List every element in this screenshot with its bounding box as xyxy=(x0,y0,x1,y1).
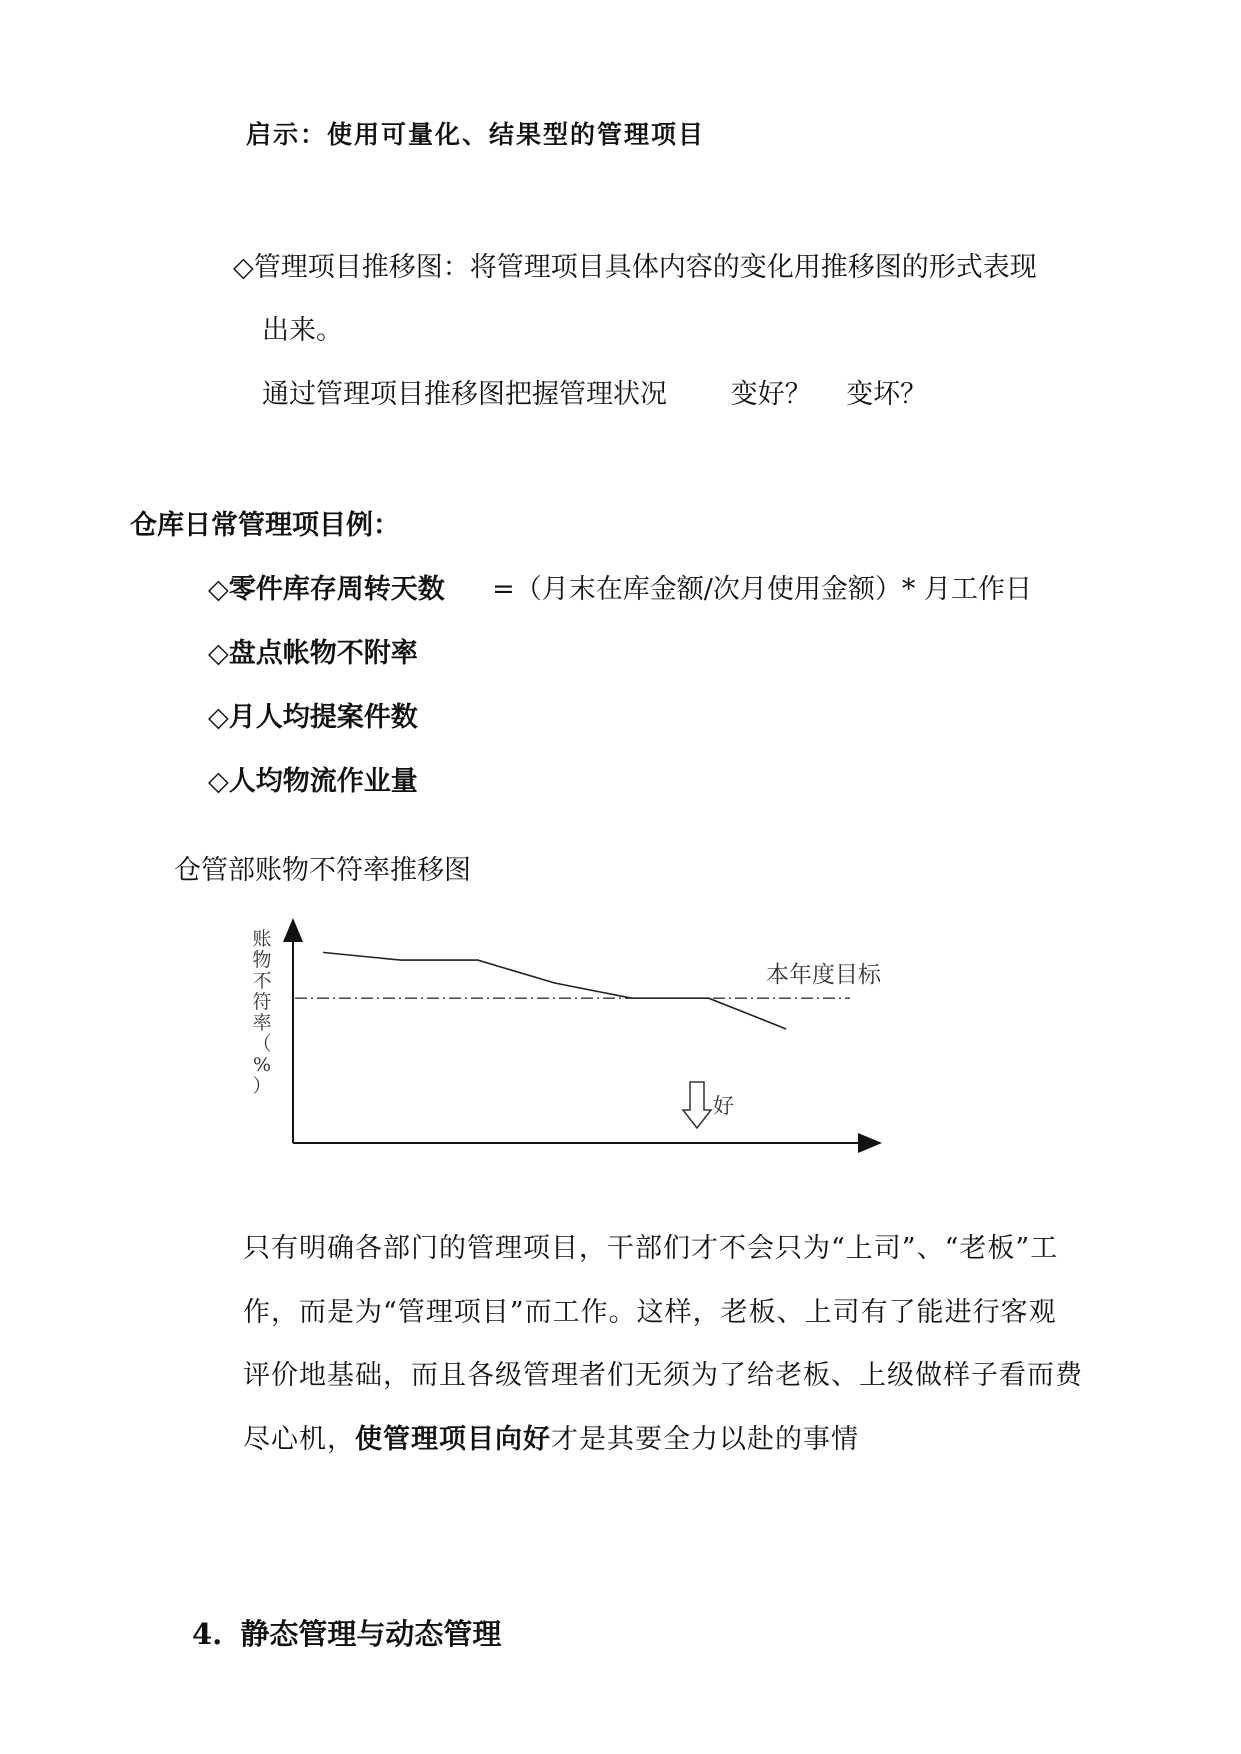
data-point xyxy=(323,952,325,954)
warehouse-item-label: ◇月人均提案件数 xyxy=(208,702,418,733)
warehouse-item-label: ◇盘点帐物不附率 xyxy=(208,638,418,669)
warehouse-item xyxy=(208,695,418,734)
warehouse-heading: 仓库日常管理项目例： xyxy=(130,510,400,541)
data-point xyxy=(708,997,710,999)
body-line: 只有明确各部门的管理项目，干部们才不会只为“上司”、“老板”工 xyxy=(243,1233,1059,1264)
intro-line-3-main: 通过管理项目推移图把握管理状况 xyxy=(262,379,667,410)
body-last-prefix: 尽心机， xyxy=(243,1424,355,1455)
chart-title: 仓管部账物不符率推移图 xyxy=(174,855,471,886)
warehouse-item-label: ◇零件库存周转天数 xyxy=(208,574,445,605)
data-point xyxy=(400,959,402,961)
body-line-last xyxy=(243,1417,859,1456)
data-point xyxy=(554,982,556,984)
warehouse-item-formula: =（月末在库金额/次月使用金额）* 月工作日 xyxy=(492,574,1032,605)
body-line: 作，而是为“管理项目”而工作。这样，老板、上司有了能进行客观 xyxy=(243,1297,1057,1328)
warehouse-item xyxy=(208,759,418,798)
intro-line-2: 出来。 xyxy=(262,315,343,346)
warehouse-item-label: ◇人均物流作业量 xyxy=(208,766,418,797)
section-title: 静态管理与动态管理 xyxy=(240,1617,502,1651)
section-heading xyxy=(192,1612,501,1653)
intro-question-better: 变好？ xyxy=(730,379,812,410)
intro-line-3 xyxy=(262,372,927,411)
body-line: 评价地基础，而且各级管理者们无须为了给老板、上级做样子看而费 xyxy=(243,1360,1083,1391)
good-label: 好 xyxy=(713,1094,734,1118)
intro-line-1: ◇管理项目推移图：将管理项目具体内容的变化用推移图的形式表现 xyxy=(233,252,1037,283)
intro-question-worse: 变坏？ xyxy=(846,379,928,410)
target-label: 本年度目标 xyxy=(766,962,881,989)
data-point xyxy=(477,959,479,961)
warehouse-item xyxy=(208,567,1032,606)
series-line xyxy=(324,953,786,1029)
section-number: 4. xyxy=(192,1617,223,1651)
good-direction-arrow-icon xyxy=(683,1082,711,1128)
page-heading: 启示：使用可量化、结果型的管理项目 xyxy=(246,120,706,149)
warehouse-item xyxy=(208,631,418,670)
body-last-emphasis: 使管理项目向好 xyxy=(355,1424,551,1455)
body-last-suffix: 才是其要全力以赴的事情 xyxy=(551,1424,859,1455)
data-point xyxy=(785,1028,787,1030)
y-axis-label: 账物不符率（%） xyxy=(252,928,272,1097)
data-point xyxy=(631,997,633,999)
